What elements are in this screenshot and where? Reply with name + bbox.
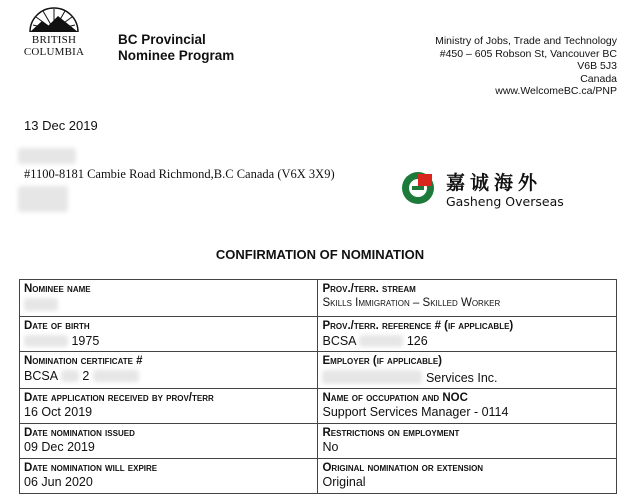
logo-line-1: BRITISH (31, 34, 77, 46)
application-date-label: Date application received by prov/terr (24, 392, 214, 404)
original-value: Original (322, 475, 366, 489)
gasheng-logo (400, 168, 600, 216)
stream-value: Skills Immigration – Skilled Worker (322, 297, 501, 309)
bc-logo (14, 2, 94, 62)
nominee-name-label: Nominee name (24, 283, 91, 295)
table-row (20, 459, 617, 494)
table-row (20, 280, 617, 317)
certificate-label: Nomination certificate # (24, 355, 143, 367)
ministry-line-3: V6B 5J3 (577, 60, 617, 72)
ministry-address (435, 35, 617, 98)
occupation-cell (318, 389, 617, 424)
gasheng-english-name: Gasheng Overseas (446, 194, 564, 209)
table-row (20, 389, 617, 424)
original-label: Original nomination or extension (322, 462, 484, 474)
restrictions-value: No (322, 440, 339, 454)
redacted-dob (24, 335, 68, 347)
redacted-recipient (18, 186, 68, 212)
expires-value: 06 Jun 2020 (24, 475, 93, 489)
application-date-value: 16 Oct 2019 (24, 405, 93, 419)
stream-label: Prov./terr. stream (322, 283, 416, 295)
redacted-certificate (61, 370, 79, 382)
dob-cell (20, 317, 318, 352)
employer-label: Employer (if applicable) (322, 355, 442, 367)
dob-value: 1975 (71, 334, 100, 348)
redacted-employer (322, 370, 422, 384)
expires-label: Date nomination will expire (24, 462, 158, 474)
occupation-label: Name of occupation and NOC (322, 392, 468, 404)
nomination-table (19, 279, 617, 494)
reference-value-prefix: BCSA (322, 334, 356, 348)
program-line-2: Nominee Program (118, 48, 235, 63)
letter-date: 13 Dec 2019 (24, 118, 98, 133)
logo-line-2: COLUMBIA (23, 46, 85, 58)
table-row (20, 352, 617, 389)
gasheng-emblem-icon (400, 170, 436, 206)
issued-label: Date nomination issued (24, 427, 135, 439)
stream-cell (318, 280, 617, 317)
occupation-value: Support Services Manager - 0114 (322, 405, 509, 419)
employer-cell (318, 352, 617, 389)
program-title (118, 32, 234, 64)
document-heading: CONFIRMATION OF NOMINATION (215, 247, 425, 262)
reference-value-suffix: 126 (406, 334, 428, 348)
logo-text (14, 34, 94, 58)
reference-label: Prov./terr. reference # (if applicable) (322, 320, 514, 332)
restrictions-cell (318, 424, 617, 459)
recipient-address: #1100-8181 Cambie Road Richmond,B.C Canada (V6X 3X9) (24, 167, 335, 181)
issued-cell (20, 424, 318, 459)
redacted-reference (359, 335, 403, 347)
employer-value: Services Inc. (425, 371, 498, 385)
ministry-line-2: #450 – 605 Robson St, Vancouver BC (439, 47, 617, 60)
reference-cell (318, 317, 617, 352)
dob-label: Date of birth (24, 320, 90, 332)
issued-value: 09 Dec 2019 (24, 440, 95, 454)
table-row (20, 317, 617, 352)
ministry-line-4: Canada (580, 72, 617, 85)
certificate-cell (20, 352, 318, 389)
original-cell (318, 459, 617, 494)
ministry-line-1: Ministry of Jobs, Trade and Technology (435, 35, 617, 47)
program-line-1: BC Provincial (118, 32, 206, 47)
sun-mountains-icon (28, 2, 80, 32)
redacted-certificate-tail (93, 370, 139, 382)
gasheng-chinese-name: 嘉诚海外 (446, 172, 543, 194)
ministry-website: www.WelcomeBC.ca/PNP (495, 85, 617, 97)
redacted-name (18, 148, 76, 164)
nominee-name-cell (20, 280, 318, 317)
certificate-value-suffix: 2 (82, 369, 90, 383)
restrictions-label: Restrictions on employment (322, 427, 460, 439)
table-row (20, 424, 617, 459)
application-date-cell (20, 389, 318, 424)
expires-cell (20, 459, 318, 494)
certificate-value-prefix: BCSA (24, 369, 58, 383)
redacted-nominee-name (24, 298, 58, 311)
